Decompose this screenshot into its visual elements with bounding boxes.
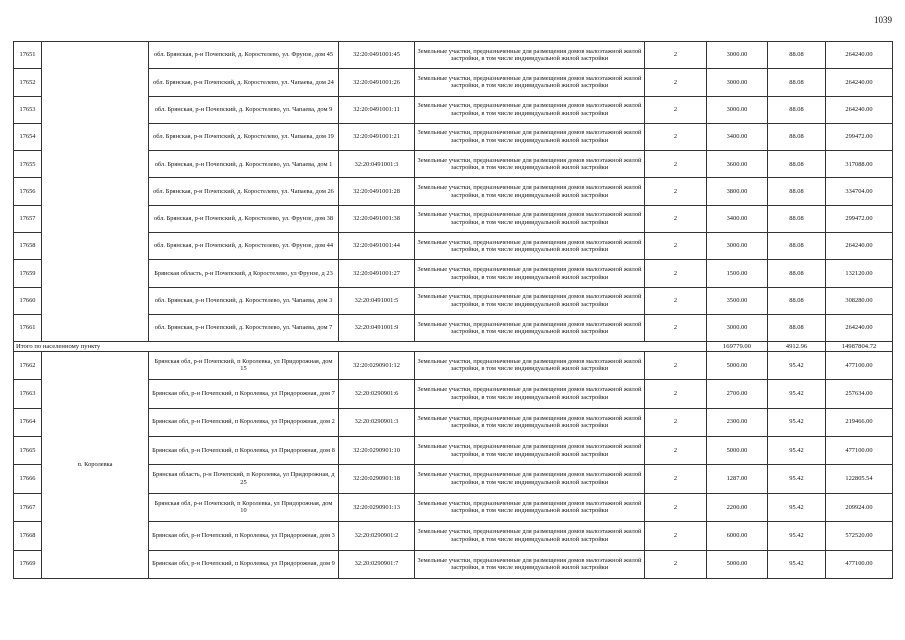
address: обл. Брянская, р-н Почепский, д. Коростелево, ул. Чапаева, дом 3 bbox=[149, 287, 339, 314]
address: обл. Брянская, р-н Почепский, д. Коростелево, ул. Фрунзе, дом 45 bbox=[149, 42, 339, 69]
area: 6000.00 bbox=[707, 522, 768, 550]
cadastral-number: 32:20:0491001:21 bbox=[339, 123, 415, 150]
area: 3800.00 bbox=[707, 178, 768, 205]
cadastral-number: 32:20:0491001:5 bbox=[339, 287, 415, 314]
row-number: 17663 bbox=[14, 380, 42, 408]
unit-price: 95.42 bbox=[768, 493, 826, 521]
land-purpose: Земельные участки, предназначенные для размещения домов малоэтажной жилой застройки, в том числе индивидуальной жилой застройки bbox=[415, 436, 645, 464]
table-row bbox=[14, 42, 893, 69]
category: 2 bbox=[645, 493, 707, 521]
area: 5000.00 bbox=[707, 550, 768, 578]
cadastral-number: 32:20:0491001:45 bbox=[339, 42, 415, 69]
unit-price: 88.08 bbox=[768, 178, 826, 205]
cadastral-value: 299472.00 bbox=[826, 205, 893, 232]
cadastral-number: 32:20:0491001:38 bbox=[339, 205, 415, 232]
group1-rows bbox=[14, 42, 893, 342]
cadastral-number: 32:20:0290901:6 bbox=[339, 380, 415, 408]
address: Брянская обл, р-н Почепский, п Королевка, ул Придорожная, дом 9 bbox=[149, 550, 339, 578]
unit-price: 95.42 bbox=[768, 351, 826, 379]
unit-price: 95.42 bbox=[768, 550, 826, 578]
unit-price: 88.08 bbox=[768, 233, 826, 260]
address: обл. Брянская, р-н Почепский, д. Коростелево, ул. Чапаева, дом 7 bbox=[149, 314, 339, 341]
unit-price: 95.42 bbox=[768, 436, 826, 464]
total-value: 14987804.72 bbox=[826, 342, 893, 352]
unit-price: 88.08 bbox=[768, 205, 826, 232]
area: 3600.00 bbox=[707, 151, 768, 178]
cadastral-number: 32:20:0491001:44 bbox=[339, 233, 415, 260]
row-number: 17660 bbox=[14, 287, 42, 314]
cadastral-number: 32:20:0290901:12 bbox=[339, 351, 415, 379]
category: 2 bbox=[645, 69, 707, 96]
address: обл. Брянская, р-н Почепский, д. Коростелево, ул. Фрунзе, дом 38 bbox=[149, 205, 339, 232]
area: 3400.00 bbox=[707, 205, 768, 232]
land-purpose: Земельные участки, предназначенные для размещения домов малоэтажной жилой застройки, в том числе индивидуальной жилой застройки bbox=[415, 96, 645, 123]
row-number: 17666 bbox=[14, 465, 42, 493]
address: Брянская обл, р-н Почепский, п Королевка, ул Придорожная, дом 8 bbox=[149, 436, 339, 464]
cadastral-value: 477100.00 bbox=[826, 436, 893, 464]
cadastral-value: 219466.00 bbox=[826, 408, 893, 436]
area: 3000.00 bbox=[707, 42, 768, 69]
unit-price: 88.08 bbox=[768, 314, 826, 341]
row-number: 17664 bbox=[14, 408, 42, 436]
area: 3500.00 bbox=[707, 287, 768, 314]
row-number: 17656 bbox=[14, 178, 42, 205]
cadastral-value: 317088.00 bbox=[826, 151, 893, 178]
unit-price: 88.08 bbox=[768, 42, 826, 69]
area: 3000.00 bbox=[707, 69, 768, 96]
row-number: 17662 bbox=[14, 351, 42, 379]
cadastral-number: 32:20:0491001:26 bbox=[339, 69, 415, 96]
row-number: 17659 bbox=[14, 260, 42, 287]
locality-name: п. Королевка bbox=[42, 351, 149, 578]
area: 3000.00 bbox=[707, 96, 768, 123]
address: Брянская обл, р-н Почепский, п Королевка, ул Придорожная, дом 7 bbox=[149, 380, 339, 408]
total-section bbox=[14, 342, 893, 352]
row-number: 17653 bbox=[14, 96, 42, 123]
unit-price: 88.08 bbox=[768, 123, 826, 150]
cadastral-value: 132120.00 bbox=[826, 260, 893, 287]
category: 2 bbox=[645, 123, 707, 150]
cadastral-value: 264240.00 bbox=[826, 233, 893, 260]
group2-rows bbox=[14, 351, 893, 578]
row-number: 17655 bbox=[14, 151, 42, 178]
row-number: 17651 bbox=[14, 42, 42, 69]
category: 2 bbox=[645, 351, 707, 379]
cadastral-number: 32:20:0290901:2 bbox=[339, 522, 415, 550]
cadastral-value: 264240.00 bbox=[826, 96, 893, 123]
cadastral-value: 334704.00 bbox=[826, 178, 893, 205]
area: 5000.00 bbox=[707, 351, 768, 379]
land-purpose: Земельные участки, предназначенные для размещения домов малоэтажной жилой застройки, в том числе индивидуальной жилой застройки bbox=[415, 380, 645, 408]
cadastral-number: 32:20:0491001:3 bbox=[339, 151, 415, 178]
address: обл. Брянская, р-н Почепский, д. Коростелево, ул. Чапаева, дом 1 bbox=[149, 151, 339, 178]
category: 2 bbox=[645, 178, 707, 205]
category: 2 bbox=[645, 380, 707, 408]
cadastral-value: 477100.00 bbox=[826, 550, 893, 578]
area: 3400.00 bbox=[707, 123, 768, 150]
category: 2 bbox=[645, 42, 707, 69]
unit-price: 95.42 bbox=[768, 408, 826, 436]
unit-price: 88.08 bbox=[768, 287, 826, 314]
area: 1287.00 bbox=[707, 465, 768, 493]
locality-cell bbox=[42, 42, 149, 342]
row-number: 17665 bbox=[14, 436, 42, 464]
unit-price: 95.42 bbox=[768, 465, 826, 493]
land-purpose: Земельные участки, предназначенные для размещения домов малоэтажной жилой застройки, в том числе индивидуальной жилой застройки bbox=[415, 351, 645, 379]
address: обл. Брянская, р-н Почепский, д. Коростелево, ул. Чапаева, дом 24 bbox=[149, 69, 339, 96]
address: Брянская обл, р-н Почепский, п Королевка, ул Придорожная, дом 10 bbox=[149, 493, 339, 521]
area: 2200.00 bbox=[707, 493, 768, 521]
row-number: 17667 bbox=[14, 493, 42, 521]
total-price: 4912.96 bbox=[768, 342, 826, 352]
category: 2 bbox=[645, 550, 707, 578]
category: 2 bbox=[645, 436, 707, 464]
land-purpose: Земельные участки, предназначенные для размещения домов малоэтажной жилой застройки, в том числе индивидуальной жилой застройки bbox=[415, 233, 645, 260]
category: 2 bbox=[645, 260, 707, 287]
address: Брянская обл, р-н Почепский, п Королевка, ул Придорожная, дом 15 bbox=[149, 351, 339, 379]
row-number: 17661 bbox=[14, 314, 42, 341]
address: Брянская обл, р-н Почепский, п Королевка, ул Придорожная, дом 3 bbox=[149, 522, 339, 550]
unit-price: 88.08 bbox=[768, 151, 826, 178]
address: обл. Брянская, р-н Почепский, д. Коростелево, ул. Чапаева, дом 19 bbox=[149, 123, 339, 150]
cadastral-number: 32:20:0290901:7 bbox=[339, 550, 415, 578]
area: 3000.00 bbox=[707, 314, 768, 341]
address: Брянская область, р-н Почепский, п Королевка, ул Придорожная, д 25 bbox=[149, 465, 339, 493]
row-number: 17658 bbox=[14, 233, 42, 260]
category: 2 bbox=[645, 205, 707, 232]
category: 2 bbox=[645, 287, 707, 314]
land-purpose: Земельные участки, предназначенные для размещения домов малоэтажной жилой застройки, в том числе индивидуальной жилой застройки bbox=[415, 314, 645, 341]
cadastral-number: 32:20:0491001:11 bbox=[339, 96, 415, 123]
page-number: 1039 bbox=[874, 15, 892, 25]
cadastral-value: 122805.54 bbox=[826, 465, 893, 493]
address: обл. Брянская, р-н Почепский, д. Коростелево, ул. Фрунзе, дом 44 bbox=[149, 233, 339, 260]
unit-price: 88.08 bbox=[768, 260, 826, 287]
cadastral-value: 209924.00 bbox=[826, 493, 893, 521]
unit-price: 88.08 bbox=[768, 96, 826, 123]
area: 1500.00 bbox=[707, 260, 768, 287]
category: 2 bbox=[645, 465, 707, 493]
category: 2 bbox=[645, 408, 707, 436]
cadastral-number: 32:20:0290901:3 bbox=[339, 408, 415, 436]
area: 5000.00 bbox=[707, 436, 768, 464]
cadastral-value: 264240.00 bbox=[826, 314, 893, 341]
land-purpose: Земельные участки, предназначенные для размещения домов малоэтажной жилой застройки, в том числе индивидуальной жилой застройки bbox=[415, 408, 645, 436]
land-purpose: Земельные участки, предназначенные для размещения домов малоэтажной жилой застройки, в том числе индивидуальной жилой застройки bbox=[415, 205, 645, 232]
row-number: 17669 bbox=[14, 550, 42, 578]
area: 2700.00 bbox=[707, 380, 768, 408]
registry-table bbox=[13, 41, 893, 579]
land-purpose: Земельные участки, предназначенные для размещения домов малоэтажной жилой застройки, в том числе индивидуальной жилой застройки bbox=[415, 287, 645, 314]
cadastral-value: 477100.00 bbox=[826, 351, 893, 379]
land-purpose: Земельные участки, предназначенные для размещения домов малоэтажной жилой застройки, в том числе индивидуальной жилой застройки bbox=[415, 123, 645, 150]
category: 2 bbox=[645, 522, 707, 550]
cadastral-value: 257634.00 bbox=[826, 380, 893, 408]
cadastral-value: 572520.00 bbox=[826, 522, 893, 550]
cadastral-number: 32:20:0491001:9 bbox=[339, 314, 415, 341]
row-number: 17654 bbox=[14, 123, 42, 150]
land-purpose: Земельные участки, предназначенные для размещения домов малоэтажной жилой застройки, в том числе индивидуальной жилой застройки bbox=[415, 260, 645, 287]
category: 2 bbox=[645, 314, 707, 341]
category: 2 bbox=[645, 233, 707, 260]
cadastral-number: 32:20:0290901:13 bbox=[339, 493, 415, 521]
area: 2300.00 bbox=[707, 408, 768, 436]
cadastral-number: 32:20:0491001:28 bbox=[339, 178, 415, 205]
land-purpose: Земельные участки, предназначенные для размещения домов малоэтажной жилой застройки, в том числе индивидуальной жилой застройки bbox=[415, 69, 645, 96]
row-number: 17652 bbox=[14, 69, 42, 96]
cadastral-number: 32:20:0491001:27 bbox=[339, 260, 415, 287]
total-row bbox=[14, 342, 893, 352]
land-purpose: Земельные участки, предназначенные для размещения домов малоэтажной жилой застройки, в том числе индивидуальной жилой застройки bbox=[415, 178, 645, 205]
address: Брянская область, р-н Почепский, д Коростелево, ул Фрунзе, д 23 bbox=[149, 260, 339, 287]
cadastral-value: 264240.00 bbox=[826, 42, 893, 69]
cadastral-number: 32:20:0290901:10 bbox=[339, 436, 415, 464]
table-row bbox=[14, 351, 893, 379]
unit-price: 95.42 bbox=[768, 522, 826, 550]
area: 3000.00 bbox=[707, 233, 768, 260]
total-area: 169779.00 bbox=[707, 342, 768, 352]
unit-price: 95.42 bbox=[768, 380, 826, 408]
land-purpose: Земельные участки, предназначенные для размещения домов малоэтажной жилой застройки, в том числе индивидуальной жилой застройки bbox=[415, 42, 645, 69]
category: 2 bbox=[645, 151, 707, 178]
cadastral-value: 308280.00 bbox=[826, 287, 893, 314]
cadastral-value: 299472.00 bbox=[826, 123, 893, 150]
unit-price: 88.08 bbox=[768, 69, 826, 96]
land-purpose: Земельные участки, предназначенные для размещения домов малоэтажной жилой застройки, в том числе индивидуальной жилой застройки bbox=[415, 465, 645, 493]
land-purpose: Земельные участки, предназначенные для размещения домов малоэтажной жилой застройки, в том числе индивидуальной жилой застройки bbox=[415, 522, 645, 550]
cadastral-number: 32:20:0290901:18 bbox=[339, 465, 415, 493]
row-number: 17668 bbox=[14, 522, 42, 550]
address: обл. Брянская, р-н Почепский, д. Коростелево, ул. Чапаева, дом 9 bbox=[149, 96, 339, 123]
land-purpose: Земельные участки, предназначенные для размещения домов малоэтажной жилой застройки, в том числе индивидуальной жилой застройки bbox=[415, 550, 645, 578]
row-number: 17657 bbox=[14, 205, 42, 232]
category: 2 bbox=[645, 96, 707, 123]
land-purpose: Земельные участки, предназначенные для размещения домов малоэтажной жилой застройки, в том числе индивидуальной жилой застройки bbox=[415, 493, 645, 521]
land-purpose: Земельные участки, предназначенные для размещения домов малоэтажной жилой застройки, в том числе индивидуальной жилой застройки bbox=[415, 151, 645, 178]
address: обл. Брянская, р-н Почепский, д. Коростелево, ул. Чапаева, дом 26 bbox=[149, 178, 339, 205]
total-label: Итого по населенному пункту bbox=[14, 342, 707, 352]
address: Брянская обл, р-н Почепский, п Королевка, ул Придорожная, дом 2 bbox=[149, 408, 339, 436]
cadastral-value: 264240.00 bbox=[826, 69, 893, 96]
